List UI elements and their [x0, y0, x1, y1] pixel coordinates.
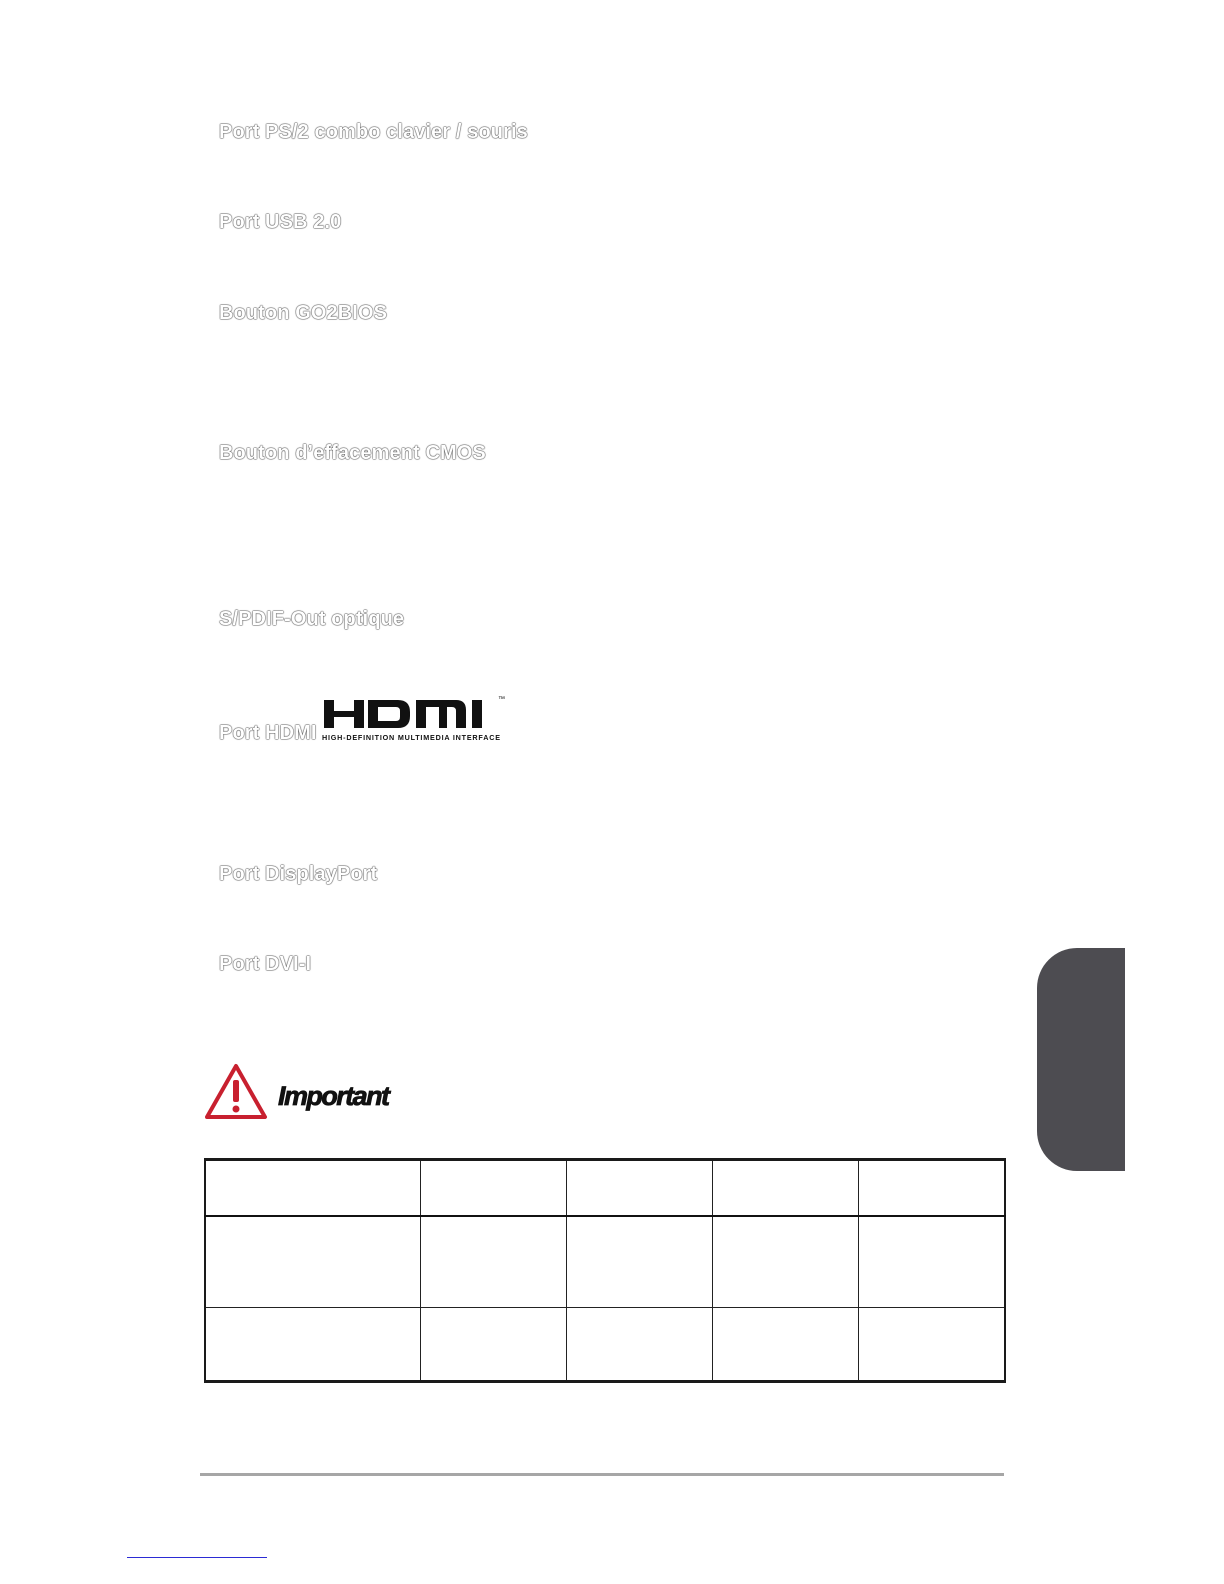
footer-link-underline	[127, 1557, 267, 1558]
footer-rule	[200, 1473, 1004, 1476]
chapter-side-tab	[1037, 948, 1125, 1171]
table-row	[205, 1308, 1005, 1382]
hdmi-tagline: HIGH-DEFINITION MULTIMEDIA INTERFACE	[322, 733, 500, 742]
table-header-cell	[859, 1160, 1005, 1216]
important-label	[276, 1078, 394, 1112]
table-cell	[859, 1216, 1005, 1308]
table-cell	[567, 1216, 713, 1308]
hdmi-logo	[322, 694, 518, 742]
table-header-cell	[713, 1160, 859, 1216]
table-header-cell	[421, 1160, 567, 1216]
table-header-row	[205, 1160, 1005, 1216]
table-cell	[421, 1308, 567, 1382]
svg-text:Important: Important	[278, 1081, 390, 1111]
table-cell	[713, 1216, 859, 1308]
spec-table	[204, 1158, 1006, 1383]
table-cell	[205, 1216, 421, 1308]
spdif-heading: S/PDIF-Out optique	[219, 608, 405, 630]
table-cell	[567, 1308, 713, 1382]
go2bios-heading: Bouton GO2BIOS	[219, 302, 388, 324]
clear-cmos-heading: Bouton d’effacement CMOS	[219, 442, 486, 464]
ps2-heading: Port PS/2 combo clavier / souris	[219, 121, 528, 143]
hdmi-trademark: ™	[498, 696, 505, 703]
table-cell	[713, 1308, 859, 1382]
table-cell	[205, 1308, 421, 1382]
displayport-heading: Port DisplayPort	[219, 863, 378, 885]
table-row	[205, 1216, 1005, 1308]
table-header-cell	[205, 1160, 421, 1216]
table-header-cell	[567, 1160, 713, 1216]
hdmi-heading: Port HDMI	[219, 722, 317, 744]
table-cell	[859, 1308, 1005, 1382]
warning-triangle-icon	[203, 1062, 269, 1122]
usb2-heading: Port USB 2.0	[219, 211, 342, 233]
dvi-heading: Port DVI-I	[219, 953, 312, 975]
table-cell	[421, 1216, 567, 1308]
